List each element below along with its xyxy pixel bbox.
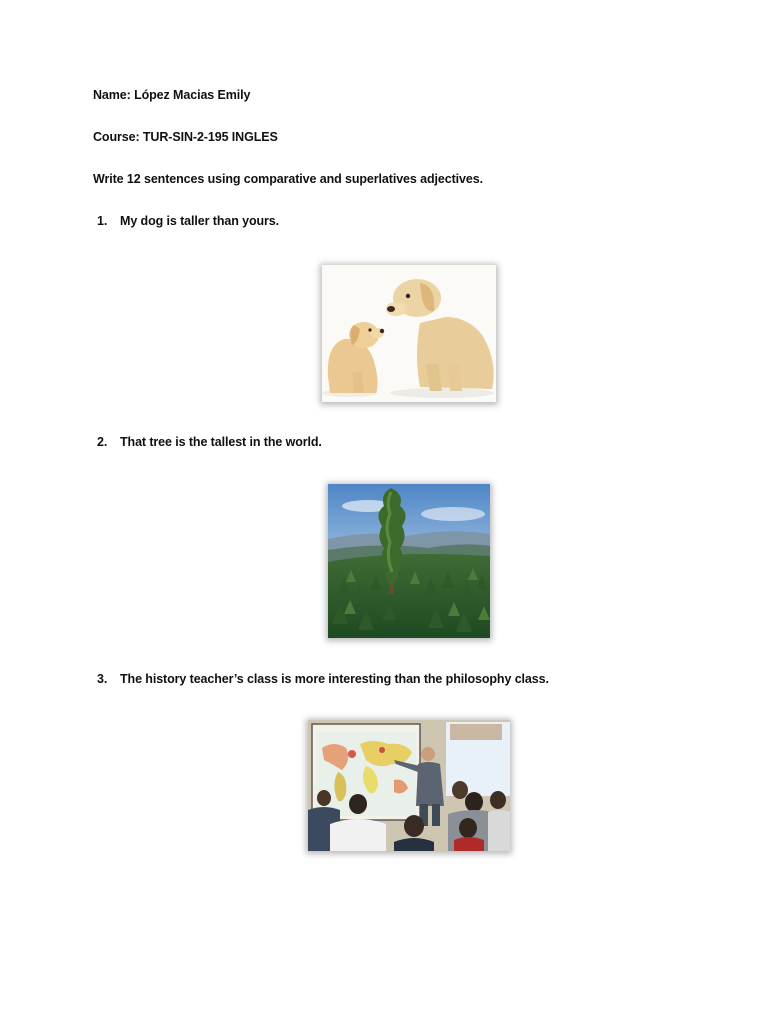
student-name: Name: López Macias Emily: [93, 88, 251, 102]
sentence-number: 1.: [97, 214, 108, 228]
sentence-text: The history teacher’s class is more interesting than the philosophy class.: [120, 672, 549, 686]
sentence-item: [97, 672, 549, 686]
dogs-photo: [322, 265, 496, 402]
classroom-photo: [308, 720, 510, 851]
tree-photo: [328, 484, 490, 638]
sentence-number: 3.: [97, 672, 108, 686]
sentence-number: 2.: [97, 435, 108, 449]
sentence-item: [97, 435, 322, 449]
sentence-text: That tree is the tallest in the world.: [120, 435, 322, 449]
assignment-instructions: Write 12 sentences using comparative and superlatives adjectives.: [93, 172, 483, 186]
sentence-text: My dog is taller than yours.: [120, 214, 280, 228]
course-code: Course: TUR-SIN-2-195 INGLES: [93, 130, 278, 144]
sentence-item: [97, 214, 279, 228]
